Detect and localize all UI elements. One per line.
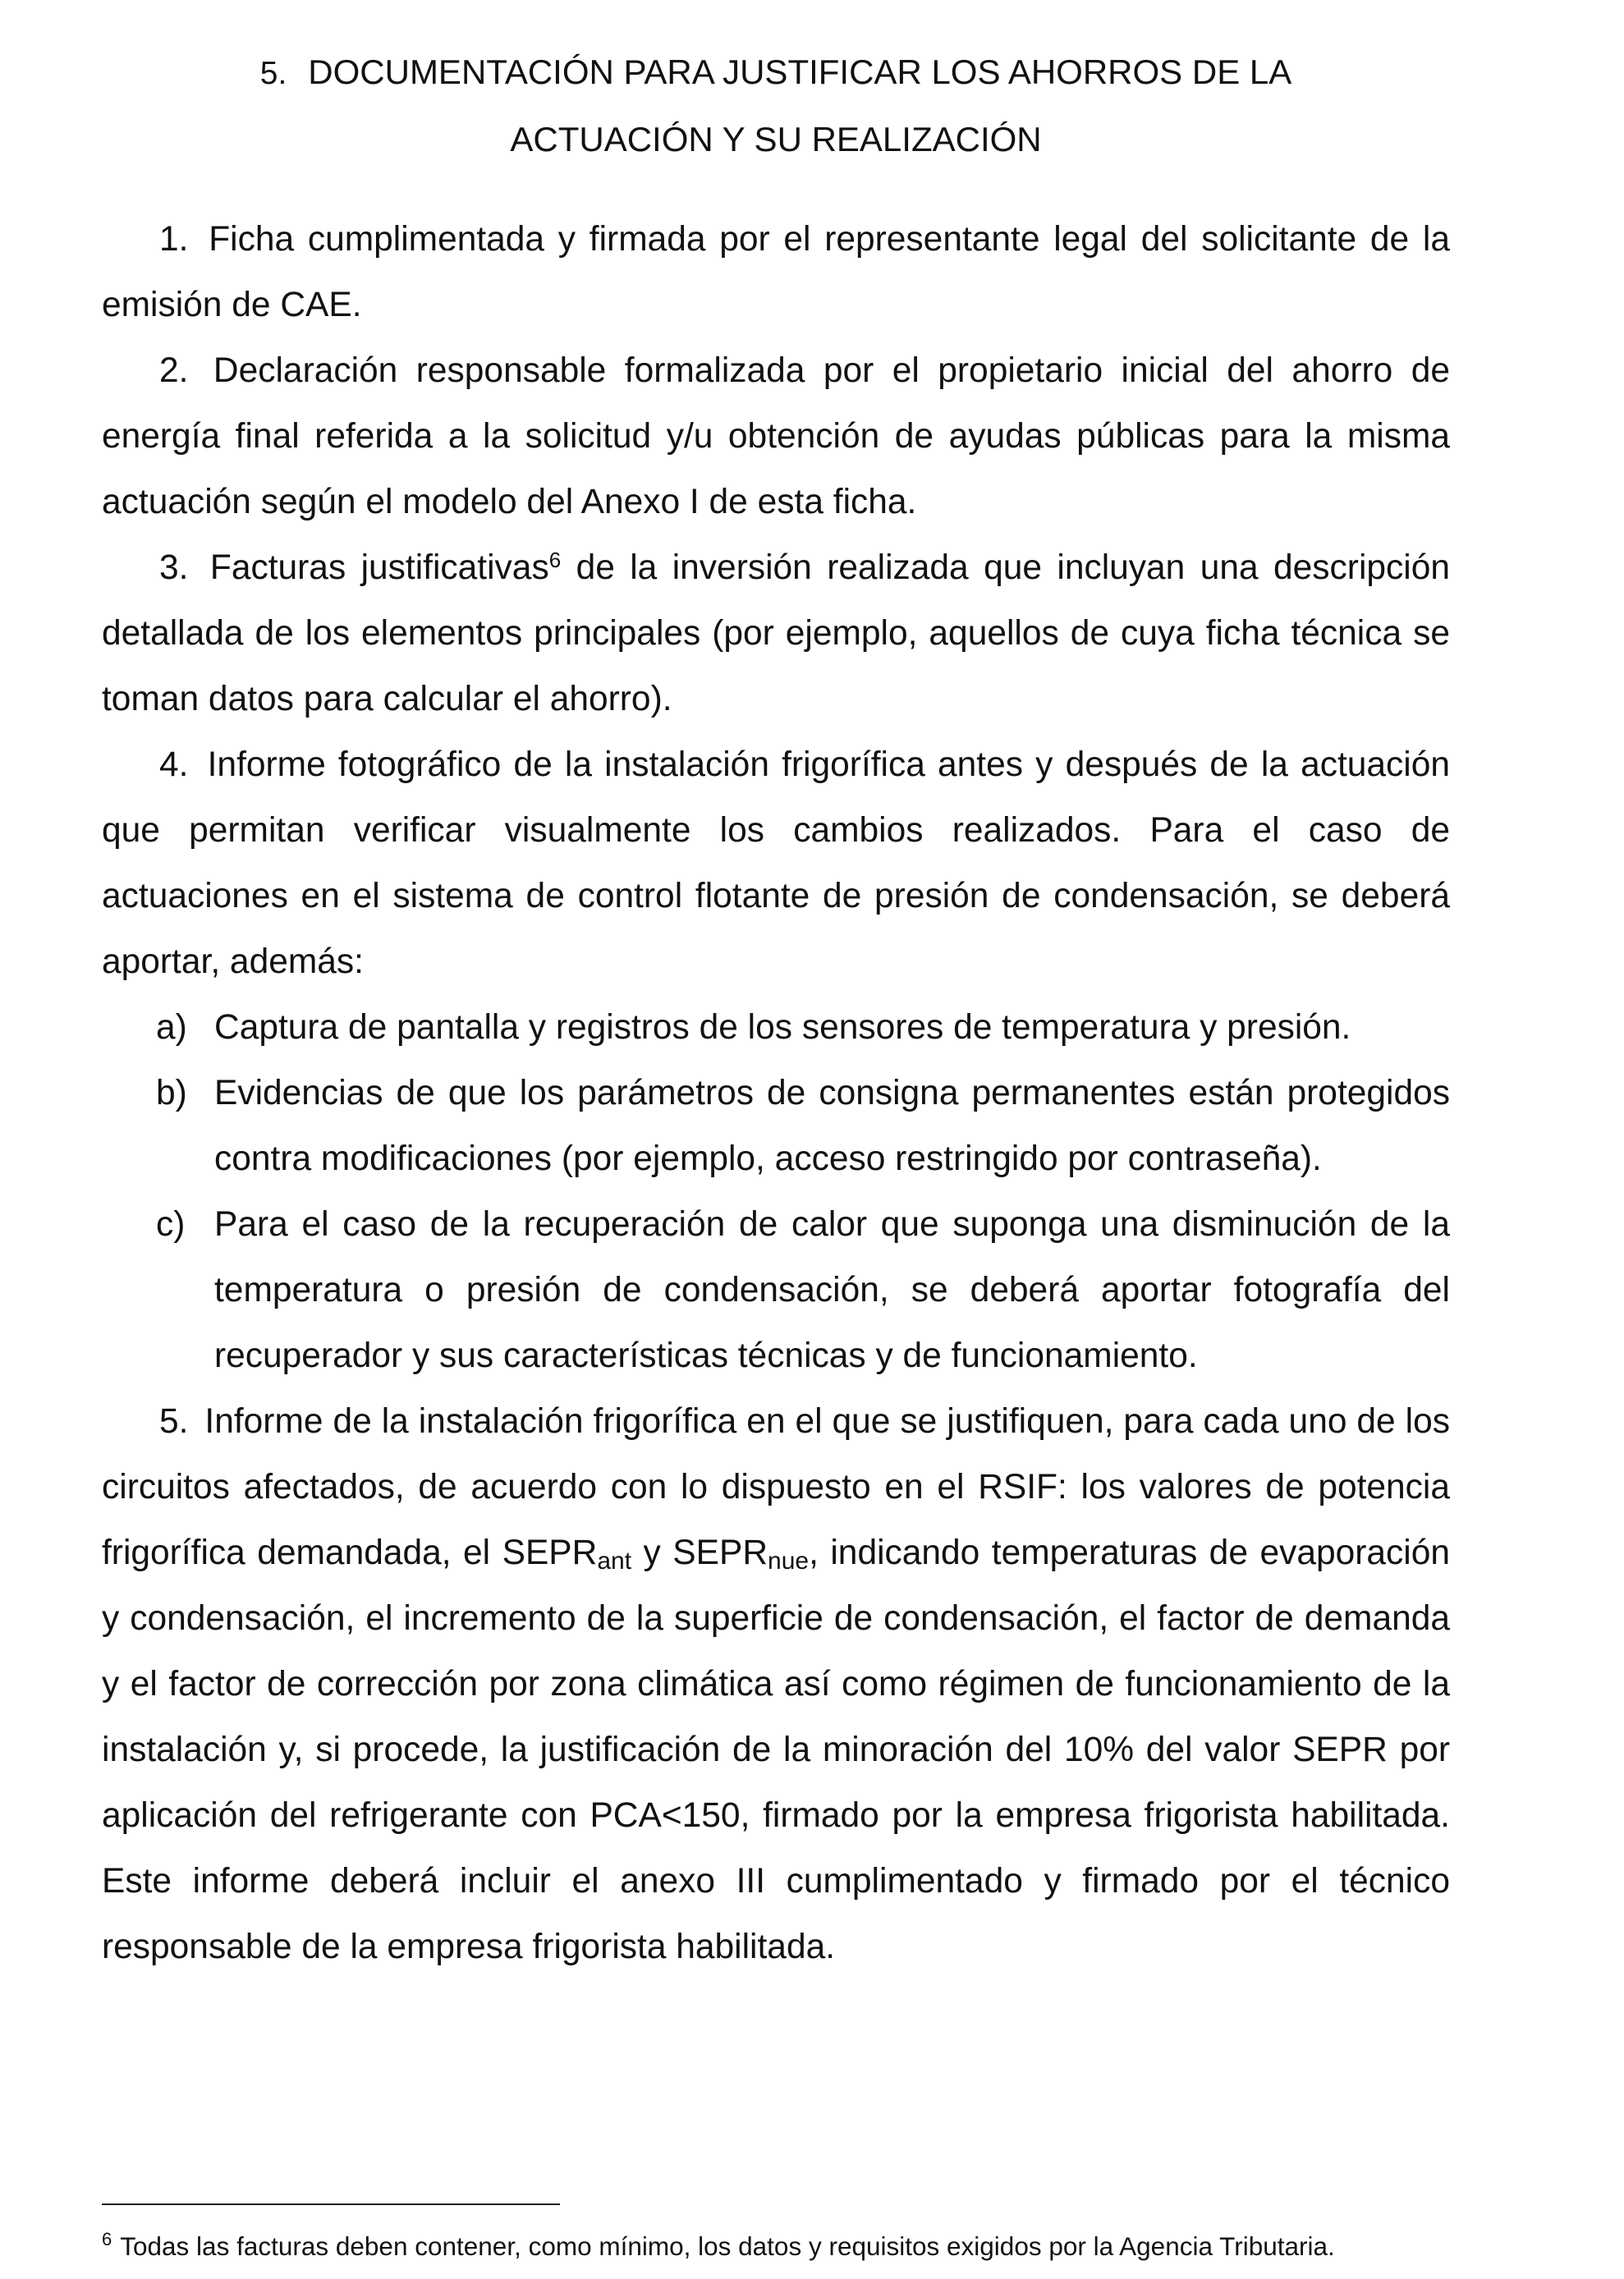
- subscript-nue: nue: [768, 1548, 810, 1575]
- sub-item-letter: a): [156, 1008, 187, 1047]
- heading-line-1: [102, 39, 1450, 107]
- item-number: 1.: [159, 220, 189, 259]
- item-text-before: Facturas justificativas: [209, 548, 549, 587]
- footnote: [102, 2228, 1457, 2264]
- footnote-reference[interactable]: 6: [548, 548, 562, 572]
- sub-item-letter: c): [156, 1205, 186, 1244]
- heading-title-line-1: DOCUMENTACIÓN PARA JUSTIFICAR LOS AHORROS DE LA: [308, 53, 1292, 91]
- sub-item-text: Evidencias de que los parámetros de consigna permanentes están protegidos contra modificaciones (por ejemplo, acceso restringido por contraseña).: [214, 1074, 1450, 1178]
- sub-item-letter: b): [156, 1074, 187, 1112]
- section-heading: [102, 39, 1450, 172]
- item-number: 2.: [159, 351, 189, 390]
- item-text: Declaración responsable formalizada por el propietario inicial del ahorro de energía final referida a la solicitud y/u obtención de ayudas públicas para la misma actuación según el modelo del Anexo I de esta ficha.: [102, 351, 1450, 521]
- item-text-after: de la inversión realizada que incluyan una descripción detallada de los elementos principales (por ejemplo, aquellos de cuya ficha técnica se toman datos para calcular el ahorro).: [102, 548, 1450, 718]
- sub-item-text: Captura de pantalla y registros de los sensores de temperatura y presión.: [214, 1008, 1351, 1047]
- list-item-1: [102, 207, 1450, 338]
- list-item-5: [102, 1389, 1450, 1980]
- sub-item-a: [102, 995, 1450, 1061]
- item-text-part-1: Informe de la instalación frigorífica en el que se justifiquen, para cada uno de los circuitos afectados, de acuerdo con lo dispuesto en el RSIF: los valores de potencia frigorífica demandada, el SEPR: [102, 1402, 1450, 1572]
- heading-title-line-2: ACTUACIÓN Y SU REALIZACIÓN: [510, 120, 1042, 158]
- footnote-number: 6: [102, 2229, 112, 2249]
- item-text-part-3: , indicando temperaturas de evaporación y condensación, el incremento de la superficie de condensación, el factor de demanda y el factor de corrección por zona climática así como régimen de funcionamiento de la instalación y, si procede, la justificación de la minoración del 10% del valor SEPR por aplicación del refrigerante con PCA<150, firmado por la empresa frigorista habilitada. Este informe deberá incluir el anexo III cumplimentado y firmado por el técnico responsable de la empresa frigorista habilitada.: [102, 1534, 1450, 1966]
- item-number: 5.: [159, 1402, 189, 1441]
- item-text-part-2: y SEPR: [631, 1534, 768, 1572]
- sub-item-c: [102, 1192, 1450, 1389]
- item-text: Ficha cumplimentada y firmada por el representante legal del solicitante de la emisión de CAE.: [102, 220, 1450, 324]
- item-number: 4.: [159, 745, 189, 784]
- document-body: [102, 207, 1450, 1980]
- list-item-2: [102, 338, 1450, 535]
- footnote-divider: [102, 2203, 560, 2205]
- sub-item-b: [102, 1061, 1450, 1192]
- footnote-text: Todas las facturas deben contener, como mínimo, los datos y requisitos exigidos por la Agencia Tributaria.: [120, 2231, 1335, 2261]
- subscript-ant: ant: [597, 1548, 632, 1575]
- sub-item-text: Para el caso de la recuperación de calor que suponga una disminución de la temperatura o presión de condensación, se deberá aportar fotografía del recuperador y sus características técnicas y de funcionamiento.: [214, 1205, 1450, 1375]
- heading-number: 5.: [259, 56, 287, 91]
- item-text: Informe fotográfico de la instalación frigorífica antes y después de la actuación que permitan verificar visualmente los cambios realizados. Para el caso de actuaciones en el sistema de control flotante de presión de condensación, se deberá aportar, además:: [102, 745, 1451, 981]
- list-item-3: [102, 535, 1450, 732]
- list-item-4: [102, 732, 1450, 995]
- item-number: 3.: [159, 548, 189, 587]
